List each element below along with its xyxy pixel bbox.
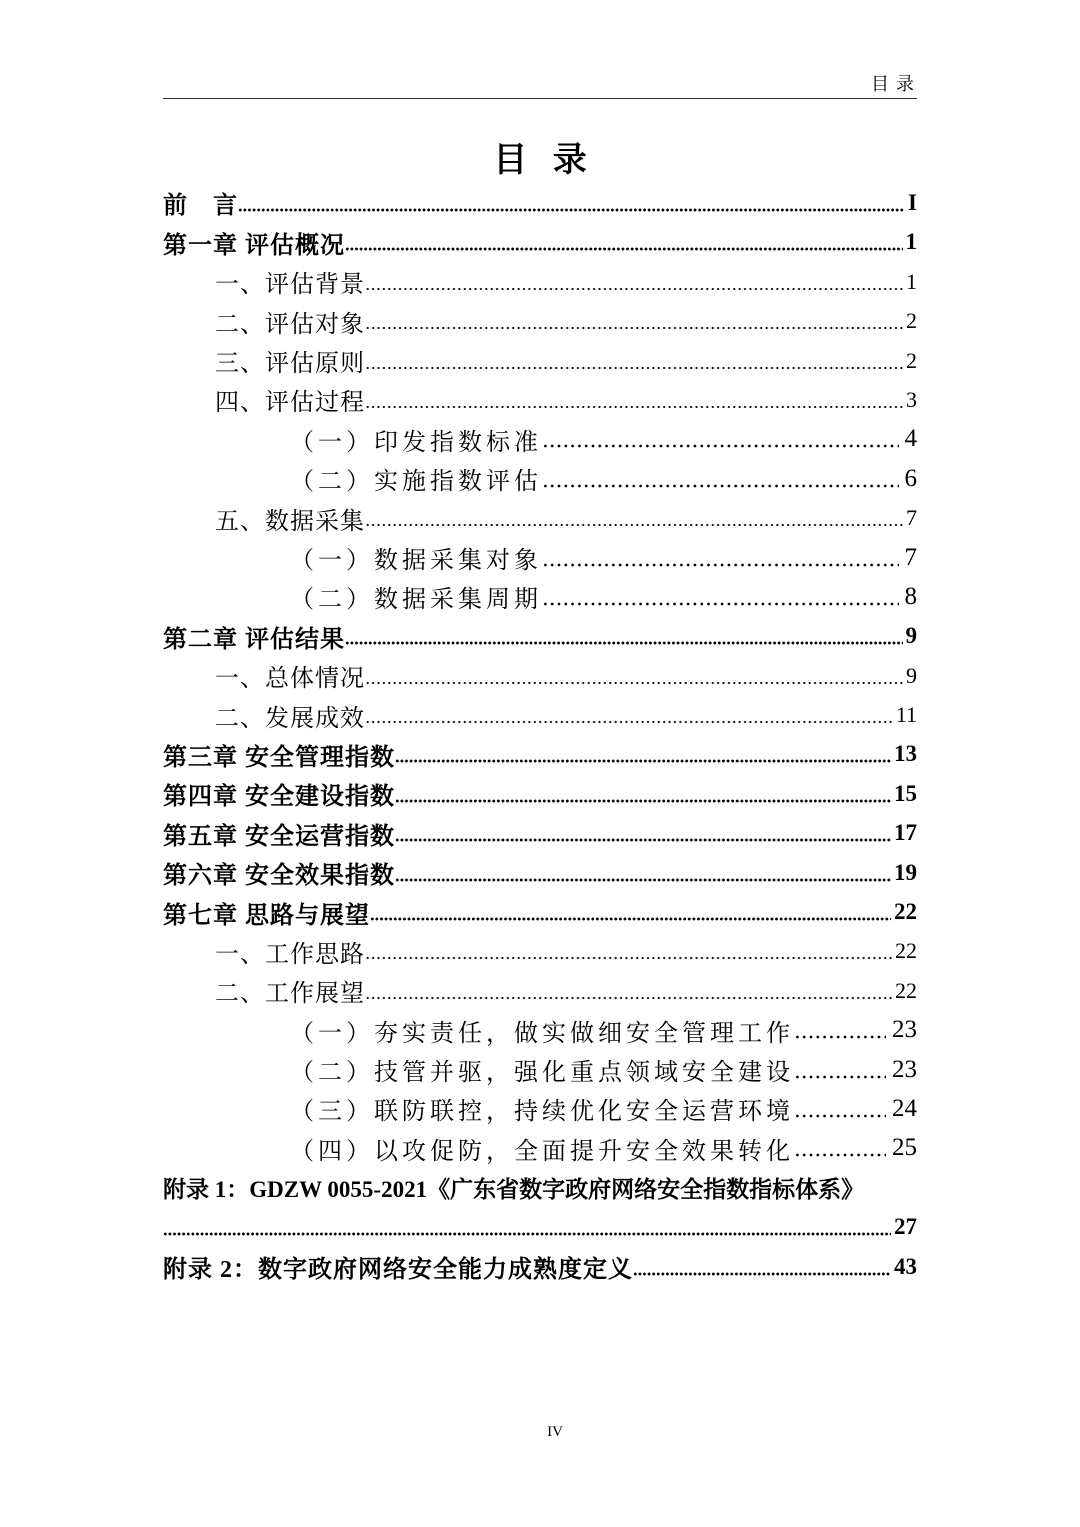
page-title: 目 录 — [493, 141, 595, 179]
toc-subsection-entry — [163, 1011, 917, 1050]
toc-chapter-entry — [163, 774, 917, 813]
toc-entry-title: （四）以攻促防，全面提升安全效果转化 — [290, 1138, 794, 1165]
dot-leader — [365, 705, 893, 725]
toc-entry-page-number: 22 — [895, 938, 917, 964]
toc-subsection-entry — [163, 1129, 917, 1168]
toc-chapter-entry — [163, 183, 917, 222]
toc-subsection-entry — [163, 459, 917, 498]
toc-subsection-entry — [163, 1089, 917, 1128]
toc-entry-title: 一、评估背景 — [215, 272, 365, 299]
toc-entry-page-number: 7 — [906, 505, 917, 531]
toc-chapter-entry — [163, 735, 917, 774]
toc-entry-title: （一）印发指数标准 — [290, 429, 542, 456]
toc-entry-title: （二）实施指数评估 — [290, 469, 542, 496]
toc-entry-title: 第四章 安全建设指数 — [163, 784, 395, 811]
dot-leader — [395, 744, 891, 764]
toc-entry-title: 第六章 安全效果指数 — [163, 863, 395, 890]
toc-entry-title: 一、总体情况 — [215, 666, 365, 693]
dot-leader — [542, 548, 899, 568]
toc-entry-page-number: 11 — [895, 702, 917, 728]
toc-chapter-entry — [163, 1247, 917, 1286]
toc-entry-title: 四、评估过程 — [215, 390, 365, 417]
toc-chapter-entry — [163, 223, 917, 262]
toc-chapter-entry — [163, 853, 917, 892]
toc-entry-page-number: 15 — [894, 780, 917, 806]
toc-entry-page-number: 6 — [904, 464, 917, 492]
toc-entry-page-number: 23 — [892, 1016, 917, 1044]
toc-chapter-entry — [163, 617, 917, 656]
dot-leader — [365, 941, 892, 961]
toc-subsection-entry — [163, 420, 917, 459]
dot-leader — [365, 272, 903, 292]
toc-entry-page-number: 22 — [895, 977, 917, 1003]
toc-entry-title: 第五章 安全运营指数 — [163, 823, 395, 850]
dot-leader — [163, 1217, 891, 1237]
toc-entry-page-number: 4 — [904, 425, 917, 453]
dot-leader — [365, 981, 892, 1001]
toc-entry-title: 第一章 评估概况 — [163, 232, 345, 259]
dot-leader — [542, 429, 899, 449]
toc-entry-title: 一、工作思路 — [215, 941, 365, 968]
toc-section-entry — [163, 656, 917, 695]
toc-entry-page-number: I — [908, 189, 917, 215]
toc-entry-page-number: 27 — [894, 1214, 917, 1240]
dot-leader — [365, 666, 903, 686]
dot-leader — [345, 626, 903, 646]
dot-leader — [345, 232, 903, 252]
toc-entry-title: （一）数据采集对象 — [290, 548, 542, 574]
dot-leader — [395, 863, 891, 883]
dot-leader — [794, 1060, 886, 1080]
toc-section-entry — [163, 498, 917, 537]
toc-entry-page-number: 19 — [894, 859, 917, 885]
toc-entry-page-number: 22 — [894, 899, 917, 925]
toc-entry-page-number: 9 — [906, 662, 917, 688]
toc-entry-page-number: 17 — [894, 820, 917, 846]
toc-subsection-entry — [163, 1050, 917, 1089]
dot-leader — [395, 784, 891, 804]
toc-entry-title: （三）联防联控，持续优化安全运营环境 — [290, 1099, 794, 1126]
toc-entry-title: 二、评估对象 — [215, 311, 365, 338]
toc-chapter-entry — [163, 814, 917, 853]
dot-leader — [365, 311, 903, 331]
toc-entry-page-number: 1 — [905, 229, 917, 255]
toc-entry-title: 附录 1：GDZW 0055-2021《广东省数字政府网络安全指数指标体系》 — [163, 1177, 865, 1203]
dot-leader — [633, 1257, 891, 1277]
page-footer-number: IV — [547, 1424, 563, 1440]
dot-leader — [794, 1020, 886, 1040]
dot-leader — [365, 390, 903, 410]
table-of-contents — [163, 183, 917, 1286]
dot-leader — [238, 193, 905, 213]
toc-entry-page-number: 3 — [906, 386, 917, 412]
toc-chapter-entry — [163, 892, 917, 931]
dot-leader — [542, 587, 899, 607]
dot-leader — [395, 823, 891, 843]
toc-entry-title: 五、数据采集 — [215, 508, 365, 535]
dot-leader — [365, 351, 903, 371]
toc-section-entry — [163, 932, 917, 971]
toc-entry-page-number: 13 — [894, 741, 917, 767]
toc-entry-title: （二）数据采集周期 — [290, 587, 542, 614]
dot-leader — [365, 508, 903, 528]
toc-entry-page-number: 2 — [906, 308, 917, 334]
toc-chapter-entry-continuation — [163, 1207, 917, 1246]
header-rule — [163, 98, 917, 99]
toc-entry-title: 三、评估原则 — [215, 351, 365, 378]
toc-entry-page-number: 7 — [904, 543, 917, 571]
toc-chapter-entry — [163, 1168, 917, 1207]
toc-entry-title: 第二章 评估结果 — [163, 626, 345, 653]
toc-entry-title: 第三章 安全管理指数 — [163, 744, 395, 771]
toc-entry-title: 二、工作展望 — [215, 981, 365, 1008]
toc-entry-title: 二、发展成效 — [215, 705, 365, 732]
dot-leader — [794, 1138, 886, 1158]
toc-entry-page-number: 24 — [892, 1094, 917, 1122]
toc-entry-title: （二）技管并驱，强化重点领域安全建设 — [290, 1060, 794, 1087]
toc-entry-page-number: 43 — [894, 1253, 917, 1279]
toc-entry-page-number: 2 — [906, 347, 917, 373]
dot-leader — [794, 1099, 886, 1119]
toc-entry-title: 前 言 — [163, 193, 238, 220]
toc-entry-title: 附录 2：数字政府网络安全能力成熟度定义 — [163, 1257, 633, 1284]
dot-leader — [370, 902, 891, 922]
toc-entry-page-number: 9 — [905, 623, 917, 649]
toc-section-entry — [163, 380, 917, 419]
toc-section-entry — [163, 262, 917, 301]
toc-entry-page-number: 23 — [892, 1055, 917, 1083]
toc-section-entry — [163, 341, 917, 380]
toc-entry-page-number: 1 — [906, 268, 917, 294]
toc-entry-page-number: 25 — [892, 1134, 917, 1162]
toc-section-entry — [163, 301, 917, 340]
toc-subsection-entry — [163, 577, 917, 616]
toc-section-entry — [163, 971, 917, 1010]
toc-subsection-entry — [163, 538, 917, 577]
toc-entry-title: 第七章 思路与展望 — [163, 902, 370, 929]
dot-leader — [542, 469, 899, 489]
toc-entry-page-number: 8 — [904, 582, 917, 610]
running-header: 目 录 — [870, 74, 915, 94]
toc-section-entry — [163, 695, 917, 734]
toc-entry-title: （一）夯实责任，做实做细安全管理工作 — [290, 1020, 794, 1047]
